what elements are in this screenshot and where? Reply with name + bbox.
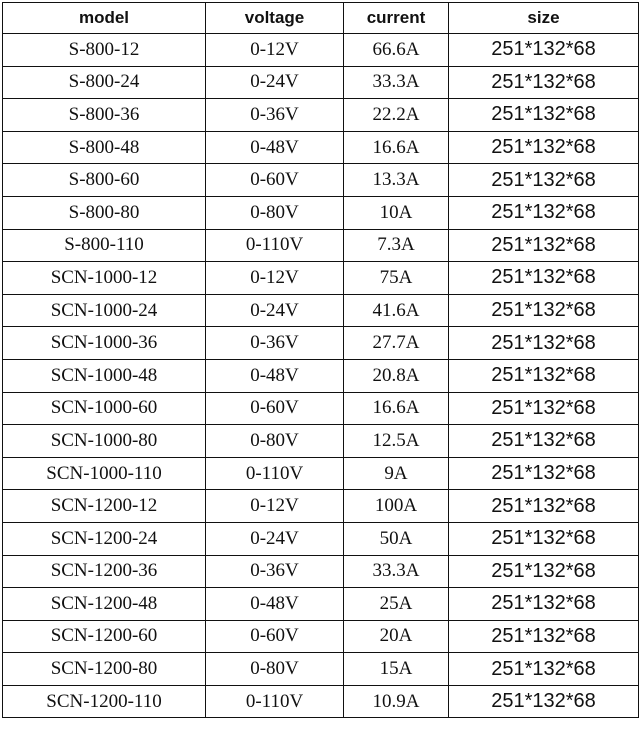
model-cell: SCN-1000-36 [3,327,206,360]
table-row [3,457,639,490]
current-cell: 16.6A [344,392,449,425]
model-cell: S-800-48 [3,131,206,164]
voltage-cell: 0-60V [206,620,344,653]
table-row [3,196,639,229]
model-cell: SCN-1200-60 [3,620,206,653]
voltage-cell: 0-36V [206,99,344,132]
current-cell: 10A [344,196,449,229]
table-row [3,99,639,132]
model-cell: S-800-36 [3,99,206,132]
size-cell: 251*132*68 [449,34,639,67]
model-cell: S-800-80 [3,196,206,229]
voltage-cell: 0-24V [206,522,344,555]
current-cell: 10.9A [344,685,449,718]
header-size: size [449,3,639,34]
model-cell: S-800-12 [3,34,206,67]
table-row [3,131,639,164]
table-row [3,229,639,262]
voltage-cell: 0-110V [206,457,344,490]
model-cell: SCN-1000-12 [3,262,206,295]
current-cell: 50A [344,522,449,555]
table-row [3,392,639,425]
model-cell: SCN-1200-110 [3,685,206,718]
size-cell: 251*132*68 [449,457,639,490]
table-row [3,359,639,392]
table-row [3,555,639,588]
table-body [3,34,639,718]
voltage-cell: 0-12V [206,490,344,523]
model-cell: SCN-1000-24 [3,294,206,327]
current-cell: 15A [344,653,449,686]
model-cell: SCN-1200-12 [3,490,206,523]
size-cell: 251*132*68 [449,653,639,686]
voltage-cell: 0-36V [206,327,344,360]
size-cell: 251*132*68 [449,685,639,718]
voltage-cell: 0-110V [206,229,344,262]
current-cell: 100A [344,490,449,523]
voltage-cell: 0-24V [206,294,344,327]
model-cell: SCN-1000-80 [3,425,206,458]
size-cell: 251*132*68 [449,196,639,229]
table-row [3,164,639,197]
current-cell: 7.3A [344,229,449,262]
table-row [3,620,639,653]
size-cell: 251*132*68 [449,99,639,132]
voltage-cell: 0-48V [206,588,344,621]
current-cell: 16.6A [344,131,449,164]
size-cell: 251*132*68 [449,164,639,197]
header-current: current [344,3,449,34]
current-cell: 27.7A [344,327,449,360]
size-cell: 251*132*68 [449,425,639,458]
current-cell: 33.3A [344,66,449,99]
table-row [3,522,639,555]
voltage-cell: 0-110V [206,685,344,718]
table-row [3,262,639,295]
table-row [3,490,639,523]
size-cell: 251*132*68 [449,66,639,99]
model-cell: SCN-1000-60 [3,392,206,425]
size-cell: 251*132*68 [449,294,639,327]
size-cell: 251*132*68 [449,262,639,295]
header-model: model [3,3,206,34]
current-cell: 25A [344,588,449,621]
voltage-cell: 0-80V [206,425,344,458]
table-row [3,66,639,99]
current-cell: 41.6A [344,294,449,327]
voltage-cell: 0-48V [206,359,344,392]
model-cell: S-800-24 [3,66,206,99]
current-cell: 9A [344,457,449,490]
voltage-cell: 0-60V [206,392,344,425]
voltage-cell: 0-60V [206,164,344,197]
model-cell: SCN-1200-48 [3,588,206,621]
model-cell: SCN-1000-110 [3,457,206,490]
model-cell: SCN-1200-36 [3,555,206,588]
table-header [3,3,639,34]
current-cell: 20A [344,620,449,653]
voltage-cell: 0-36V [206,555,344,588]
voltage-cell: 0-80V [206,196,344,229]
model-cell: S-800-60 [3,164,206,197]
size-cell: 251*132*68 [449,392,639,425]
table-row [3,588,639,621]
header-voltage: voltage [206,3,344,34]
size-cell: 251*132*68 [449,359,639,392]
size-cell: 251*132*68 [449,131,639,164]
model-cell: SCN-1200-24 [3,522,206,555]
table-row [3,653,639,686]
size-cell: 251*132*68 [449,327,639,360]
model-cell: SCN-1000-48 [3,359,206,392]
current-cell: 13.3A [344,164,449,197]
size-cell: 251*132*68 [449,555,639,588]
model-cell: S-800-110 [3,229,206,262]
table-row [3,34,639,67]
table-row [3,327,639,360]
current-cell: 33.3A [344,555,449,588]
table-row [3,685,639,718]
voltage-cell: 0-80V [206,653,344,686]
voltage-cell: 0-24V [206,66,344,99]
size-cell: 251*132*68 [449,490,639,523]
size-cell: 251*132*68 [449,620,639,653]
header-row [3,3,639,34]
size-cell: 251*132*68 [449,229,639,262]
size-cell: 251*132*68 [449,522,639,555]
current-cell: 22.2A [344,99,449,132]
table-row [3,294,639,327]
voltage-cell: 0-12V [206,34,344,67]
current-cell: 66.6A [344,34,449,67]
size-cell: 251*132*68 [449,588,639,621]
table-row [3,425,639,458]
spec-table [2,2,639,718]
voltage-cell: 0-48V [206,131,344,164]
model-cell: SCN-1200-80 [3,653,206,686]
current-cell: 12.5A [344,425,449,458]
current-cell: 20.8A [344,359,449,392]
current-cell: 75A [344,262,449,295]
voltage-cell: 0-12V [206,262,344,295]
